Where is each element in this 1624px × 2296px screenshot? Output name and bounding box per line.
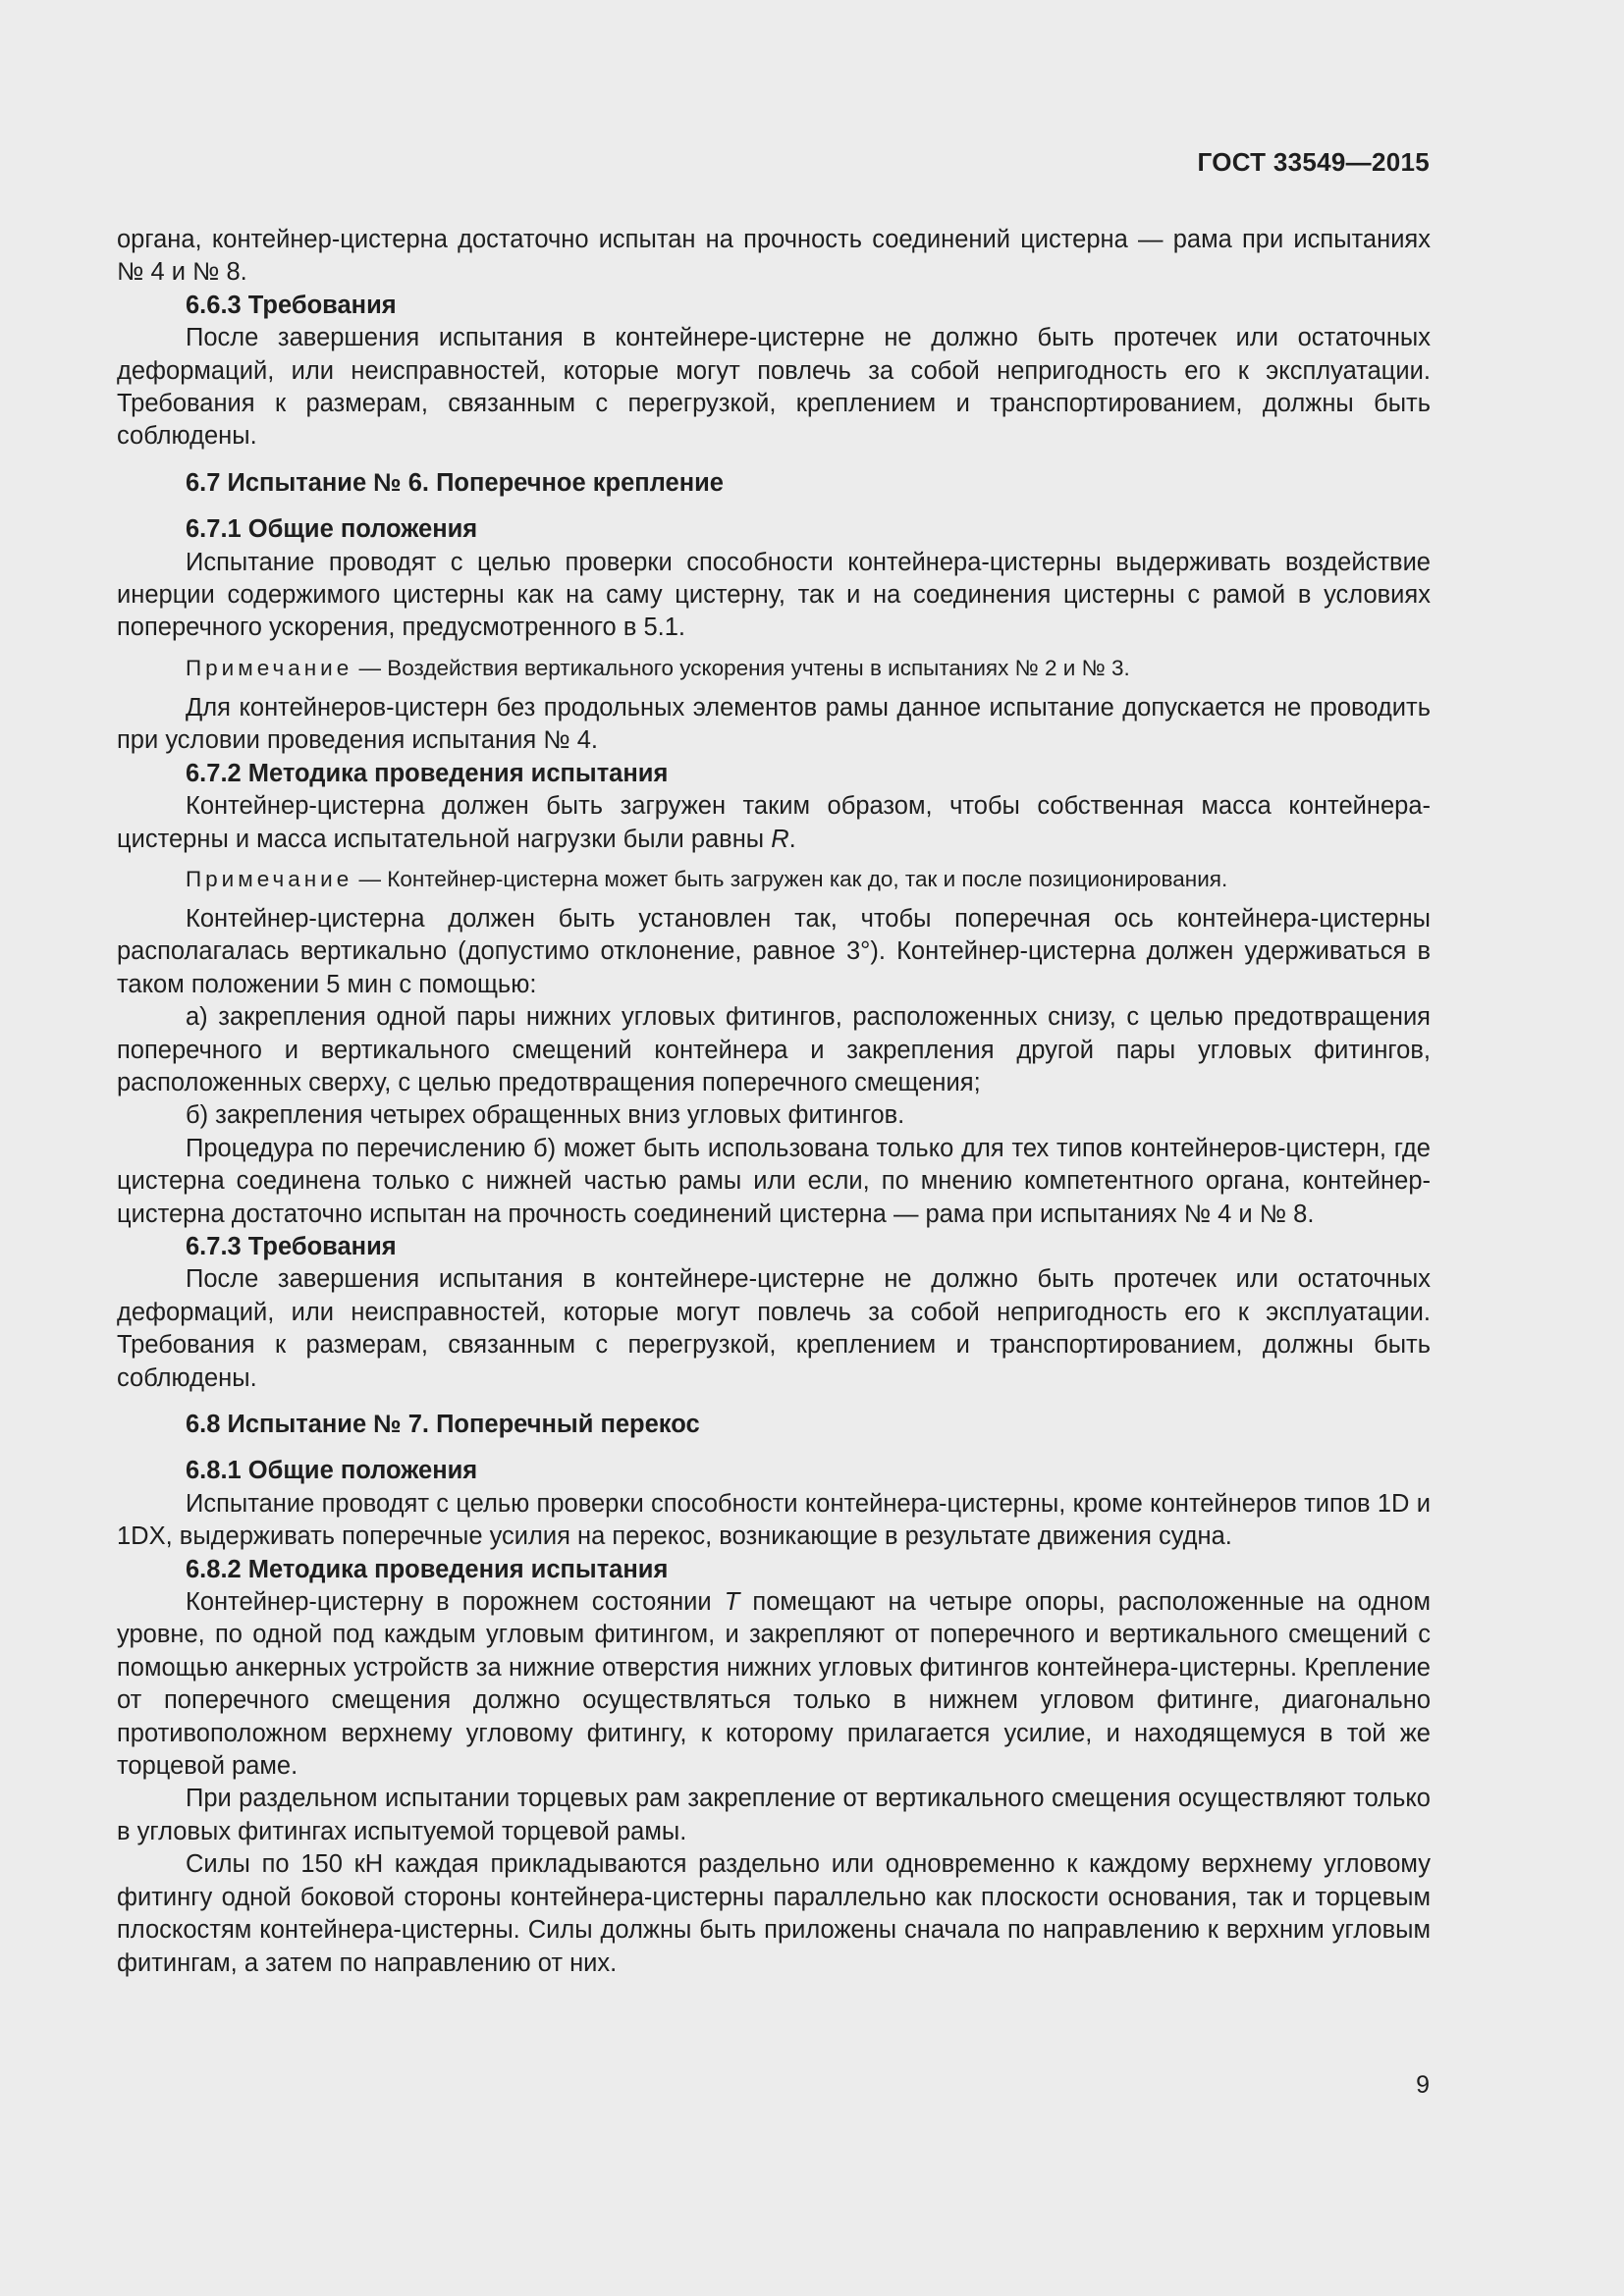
paragraph [117, 1586, 1431, 1783]
paragraph-text: помещают на четыре опоры, расположенные на одном уровне, по одной под каждым угловым фитингом, и закрепляют от поперечного и вертикального смещений с помощью анкерных устройств за нижние отверстия нижних угловых фитингов контейнера-цистерны. Крепление от поперечного смещения должно осуществляться только в нижнем угловом фитинге, диагонально противоположном верхнему угловому фитингу, к которому прилагается усилие, и находящемуся в той же торцевой раме. [117, 1588, 1431, 1781]
subsection-heading-6-8-2: 6.8.2 Методика проведения испытания [186, 1555, 669, 1583]
paragraph: При раздельном испытании торцевых рам закрепление от вертикального смещения осуществляют только в угловых фитингах испытуемой торцевой рамы. [117, 1785, 1431, 1845]
paragraph: органа, контейнер-цистерна достаточно испытан на прочность соединений цистерна — рама при испытаниях № 4 и № 8. [117, 226, 1431, 287]
paragraph: Испытание проводят с целью проверки способности контейнера-цистерны, кроме контейнеров типов 1D и 1DX, выдерживать поперечные усилия на перекос, возникающие в результате движения судна. [117, 1489, 1431, 1551]
paragraph: Контейнер-цистерна должен быть установлен так, чтобы поперечная ось контейнера-цистерны располагалась вертикально (допустимо отклонение, равное 3°). Контейнер-цистерна должен удерживаться в таком положении 5 мин с помощью: [117, 904, 1431, 998]
paragraph-text: Контейнер-цистерна должен быть загружен таким образом, чтобы собственная масса контейнера-цистерны и масса испытательной нагрузки были равны [117, 792, 1431, 853]
paragraph: Процедура по перечислению б) может быть использована только для тех типов контейнеров-цистерн, где цистерна соединена только с нижней частью рамы или если, по мнению компетентного органа, контейнер-цистерна достаточно испытан на прочность соединений цистерна — рама при испытаниях № 4 и № 8. [117, 1134, 1431, 1228]
note [117, 654, 1431, 683]
variable-r: R [771, 825, 789, 853]
note-text: — Контейнер-цистерна может быть загружен как до, так и после позиционирования. [352, 866, 1228, 891]
variable-t: T [724, 1588, 740, 1617]
paragraph: Силы по 150 кН каждая прикладываются раздельно или одновременно к каждому верхнему угловому фитингу одной боковой стороны контейнера-цистерны параллельно как плоскости основания, так и торцевым плоскостям контейнера-цистерны. Силы должны быть приложены сначала по направлению к верхним угловым фитингам, а затем по направлению от них. [117, 1850, 1431, 1977]
note-text: — Воздействия вертикального ускорения учтены в испытаниях № 2 и № 3. [352, 655, 1130, 680]
subsection-heading-6-8-1: 6.8.1 Общие положения [186, 1457, 478, 1485]
paragraph [117, 790, 1431, 856]
subsection-heading-6-7-2: 6.7.2 Методика проведения испытания [186, 759, 669, 787]
paragraph-text: Контейнер-цистерну в порожнем состоянии [186, 1588, 725, 1617]
note-label: Примечание [186, 655, 353, 680]
page-number: 9 [1416, 2071, 1430, 2099]
section-heading-6-7: 6.7 Испытание № 6. Поперечное крепление [186, 468, 724, 497]
paragraph: После завершения испытания в контейнере-цистерне не должно быть протечек или остаточных деформаций, или неисправностей, которые могут повлечь за собой непригодность его к эксплуатации. Требования к размерам, связанным с перегрузкой, креплением и транспортированием, должны быть соблюдены. [117, 324, 1431, 451]
document-standard-id: ГОСТ 33549—2015 [1197, 147, 1430, 177]
note-label: Примечание [186, 866, 353, 891]
section-heading-6-8: 6.8 Испытание № 7. Поперечный перекос [186, 1411, 700, 1438]
paragraph-text: . [788, 825, 796, 853]
subsection-heading-6-7-1: 6.7.1 Общие положения [186, 515, 478, 544]
list-item-a: а) закрепления одной пары нижних угловых фитингов, расположенных снизу, с целью предотвращения поперечного и вертикального смещений контейнера и закрепления другой пары угловых фитингов, расположенных сверху, с целью предотвращения поперечного смещения; [117, 1003, 1431, 1096]
paragraph: После завершения испытания в контейнере-цистерне не должно быть протечек или остаточных деформаций, или неисправностей, которые могут повлечь за собой непригодность его к эксплуатации. Требования к размерам, связанным с перегрузкой, креплением и транспортированием, должны быть соблюдены. [117, 1265, 1431, 1392]
subsection-heading-6-7-3: 6.7.3 Требования [186, 1232, 397, 1260]
note [117, 865, 1431, 894]
list-item-b: б) закрепления четырех обращенных вниз угловых фитингов. [186, 1101, 905, 1130]
paragraph: Для контейнеров-цистерн без продольных элементов рамы данное испытание допускается не проводить при условии проведения испытания № 4. [117, 693, 1431, 755]
subsection-heading-6-6-3: 6.6.3 Требования [186, 291, 397, 319]
document-body [117, 224, 1431, 1980]
paragraph: Испытание проводят с целью проверки способности контейнера-цистерны выдерживать воздействие инерции содержимого цистерны как на саму цистерну, так и на соединения цистерны с рамой в условиях поперечного ускорения, предусмотренного в 5.1. [117, 548, 1431, 642]
